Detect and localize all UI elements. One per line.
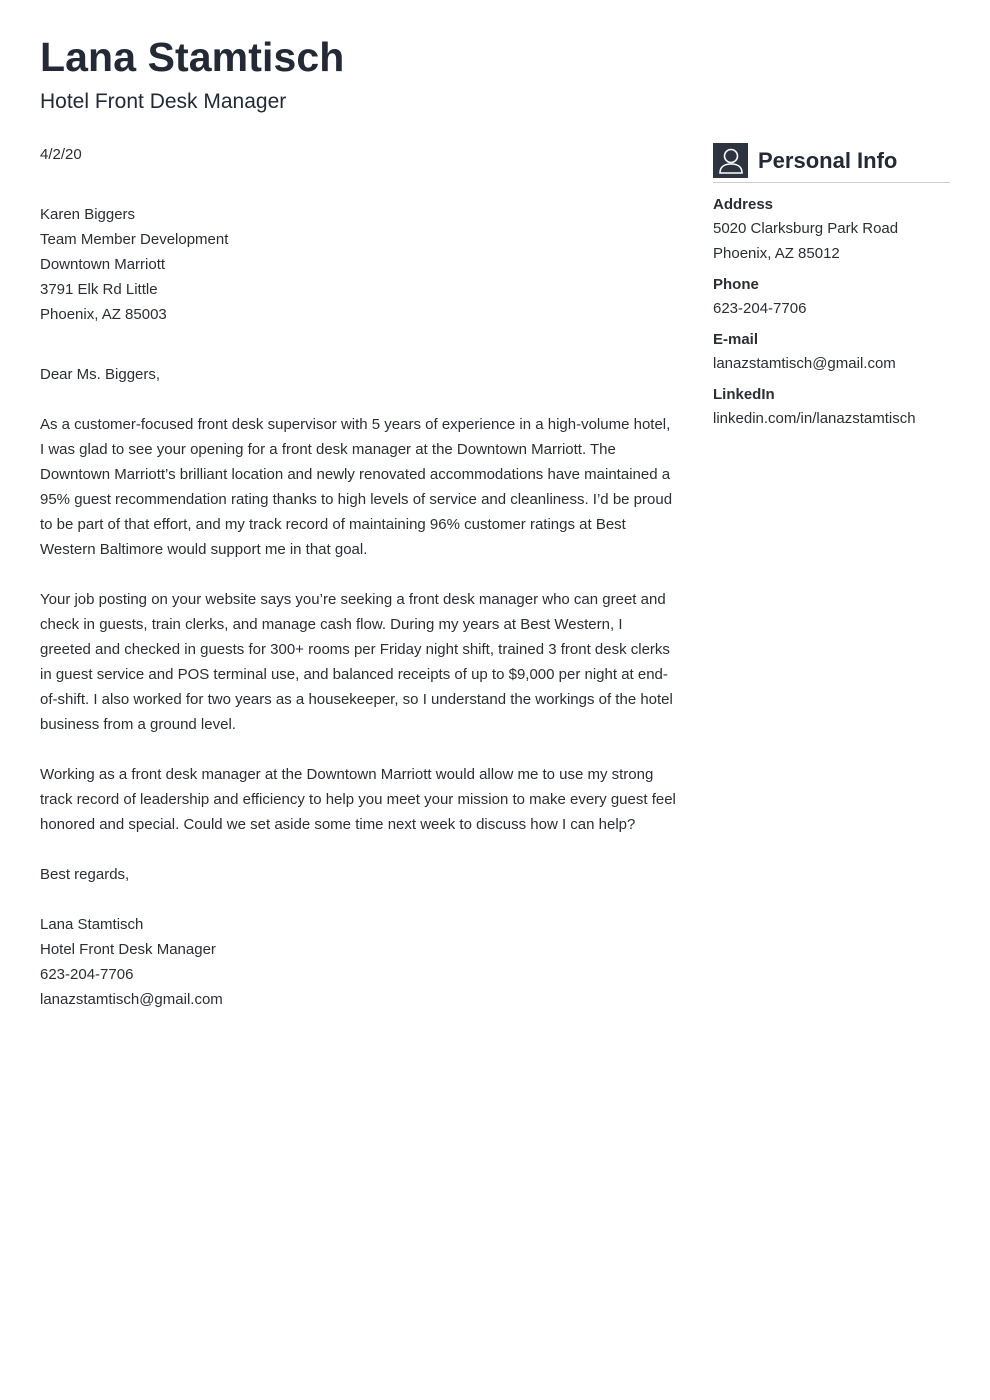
recipient-name: Karen Biggers xyxy=(40,206,136,223)
signature-name: Lana Stamtisch xyxy=(40,916,144,933)
address-section xyxy=(713,194,950,266)
signature-phone: 623-204-7706 xyxy=(40,966,134,983)
applicant-name: Lana Stamtisch xyxy=(40,34,345,80)
linkedin-label: LinkedIn xyxy=(713,386,775,403)
linkedin-section xyxy=(713,384,950,431)
signature-email: lanazstamtisch@gmail.com xyxy=(40,991,223,1008)
letter-paragraph: As a customer-focused front desk supervisor with 5 years of experience in a high-volume hotel, I was glad to see your opening for a front desk manager at the Downtown Marriott. The Downtown Marriott’s brilliant location and newly renovated accommodations have maintained a 95% guest recommendation rating thanks to high levels of service and cleanliness. I’d be proud to be part of that effort, and my track record of maintaining 96% customer ratings at Best Western Baltimore would support me in that goal. xyxy=(40,416,673,558)
email-section xyxy=(713,329,950,376)
address-label: Address xyxy=(713,196,774,213)
linkedin-value: linkedin.com/in/lanazstamtisch xyxy=(713,410,916,427)
letter-body xyxy=(40,142,676,1012)
personal-info-sidebar xyxy=(713,143,950,431)
letter-date: 4/2/20 xyxy=(40,146,82,163)
letter-paragraph: Working as a front desk manager at the Downtown Marriott would allow me to use my strong track record of leadership and efficiency to help you meet your mission to make every guest feel honored and special. Could we set aside some time next week to discuss how I can help? xyxy=(40,766,676,833)
email-value: lanazstamtisch@gmail.com xyxy=(713,355,896,372)
salutation: Dear Ms. Biggers, xyxy=(40,366,161,383)
recipient-street: 3791 Elk Rd Little xyxy=(40,281,158,298)
person-icon xyxy=(713,143,748,178)
closing: Best regards, xyxy=(40,866,130,883)
signature-block xyxy=(40,912,676,1012)
recipient-company: Downtown Marriott xyxy=(40,256,166,273)
phone-label: Phone xyxy=(713,276,759,293)
recipient-department: Team Member Development xyxy=(40,231,229,248)
phone-section xyxy=(713,274,950,321)
personal-info-header xyxy=(713,143,950,183)
signature-title: Hotel Front Desk Manager xyxy=(40,941,216,958)
phone-value: 623-204-7706 xyxy=(713,300,807,317)
address-line-2: Phoenix, AZ 85012 xyxy=(713,245,840,262)
email-label: E-mail xyxy=(713,331,759,348)
applicant-job-title: Hotel Front Desk Manager xyxy=(40,90,287,113)
recipient-city: Phoenix, AZ 85003 xyxy=(40,306,167,323)
letter-paragraph: Your job posting on your website says you’re seeking a front desk manager who can greet and check in guests, train clerks, and manage cash flow. During my years at Best Western, I greeted and checked in guests for 300+ rooms per Friday night shift, trained 3 front desk clerks in guest service and POS terminal use, and balanced receipts of up to $9,000 per night at end-of-shift. I also worked for two years as a housekeeper, so I understand the workings of the hotel business from a ground level. xyxy=(40,591,673,733)
personal-info-title: Personal Info xyxy=(758,147,898,173)
recipient-block xyxy=(40,202,676,327)
address-line-1: 5020 Clarksburg Park Road xyxy=(713,220,899,237)
